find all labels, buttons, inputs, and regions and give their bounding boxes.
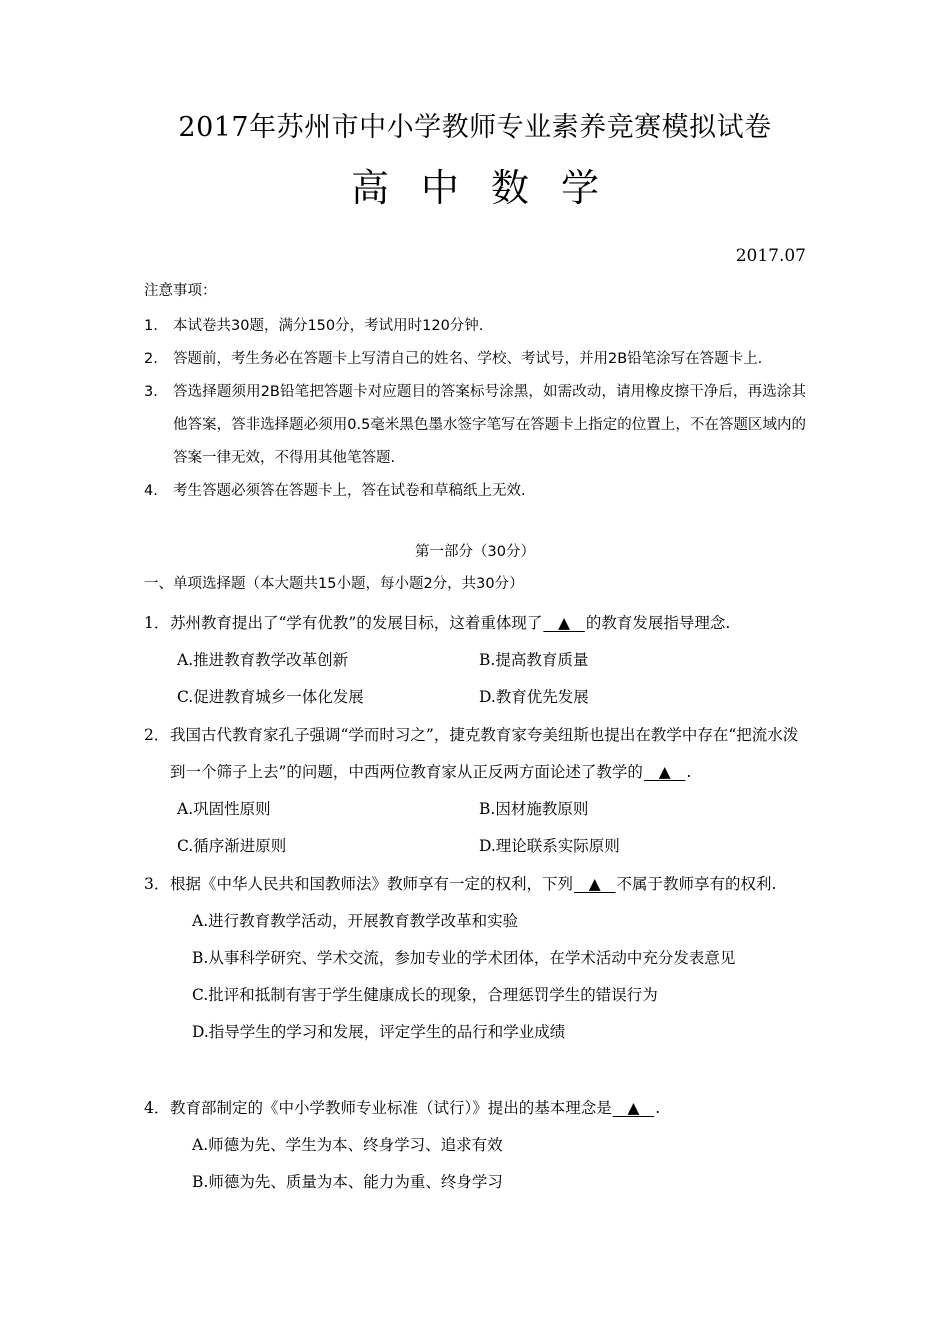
note-text: 本试卷共30题，满分150分，考试用时120分钟.: [173, 318, 484, 334]
note-text: 考生答题必须答在答题卡上，答在试卷和草稿纸上无效.: [173, 483, 526, 499]
question-stem: [144, 717, 806, 791]
options-row: [144, 791, 806, 828]
option-b: B.因材施教原则: [479, 800, 589, 818]
question-4: [144, 1090, 806, 1201]
options-row: [144, 642, 806, 679]
option-c: C.促进教育城乡一体化发展: [177, 688, 364, 706]
answer-blank: ▲: [543, 614, 585, 632]
question-number: 1．: [144, 614, 170, 632]
question-text: 根据《中华人民共和国教师法》教师享有一定的权利，下列: [170, 875, 574, 893]
option-a: A.师德为先、学生为本、终身学习、追求有效: [192, 1136, 503, 1154]
note-number: 1.: [144, 318, 158, 334]
question-number: 4．: [144, 1099, 170, 1117]
question-number: 3．: [144, 875, 170, 893]
question-2: [144, 717, 806, 865]
note-item: [144, 376, 806, 475]
answer-blank: ▲: [574, 875, 616, 893]
option-b: B.从事科学研究、学术交流，参加专业的学术团体，在学术活动中充分发表意见: [192, 949, 736, 967]
note-text: 答选择题须用2B铅笔把答题卡对应题目的答案标号涂黑，如需改动，请用橡皮擦干净后，再选涂其他答案，答非选择题必须用0.5毫米黑色墨水签字笔写在答题卡上指定的位置上，不在答题区域内的答案一律无效，不得用其他笔答题.: [173, 384, 806, 466]
question-text-tail: 的教育发展指导理念.: [585, 614, 731, 632]
note-text: 答题前，考生务必在答题卡上写清自己的姓名、学校、考试号，并用2B铅笔涂写在答题卡上.: [173, 351, 763, 367]
exam-title: 2017年苏州市中小学教师专业素养竞赛模拟试卷: [178, 112, 772, 143]
exam-date: 2017.07: [735, 246, 806, 266]
note-item: [144, 343, 806, 376]
option-c: C.批评和抵制有害于学生健康成长的现象，合理惩罚学生的错误行为: [192, 986, 658, 1004]
answer-blank: ▲: [643, 763, 686, 781]
question-text: 苏州教育提出了“学有优教”的发展目标，这着重体现了: [170, 614, 543, 632]
option-b: B.提高教育质量: [479, 651, 589, 669]
question-number: 2．: [144, 726, 170, 744]
question-stem: [144, 1090, 806, 1127]
option-a: A.推进教育教学改革创新: [177, 651, 349, 669]
section-title: 第一部分（30分）: [415, 544, 535, 560]
question-text-tail: 不属于教师享有的权利.: [616, 875, 777, 893]
answer-blank: ▲: [612, 1099, 655, 1117]
notes-heading: 注意事项：: [144, 283, 217, 299]
part-heading: 一、单项选择题（本大题共15小题，每小题2分，共30分）: [144, 576, 524, 592]
option-d: D.教育优先发展: [479, 688, 589, 706]
option-d: D.指导学生的学习和发展，评定学生的品行和学业成绩: [192, 1023, 566, 1041]
notes-section: [144, 280, 806, 508]
note-item: [144, 475, 806, 508]
option-a: A.巩固性原则: [177, 800, 271, 818]
note-number: 2.: [144, 351, 158, 367]
note-number: 4.: [144, 483, 158, 499]
option-d: D.理论联系实际原则: [479, 837, 620, 855]
question-text: 教育部制定的《中小学教师专业标准（试行）》提出的基本理念是: [170, 1099, 612, 1117]
options-row: [144, 679, 806, 716]
question-text-tail: .: [655, 1099, 661, 1117]
subject-title: 高中数学: [350, 166, 631, 210]
note-item: [144, 310, 806, 343]
question-1: [144, 605, 806, 716]
option-b: B.师德为先、质量为本、能力为重、终身学习: [192, 1173, 503, 1191]
question-stem: [144, 866, 806, 903]
question-text: 我国古代教育家孔子强调“学而时习之”，捷克教育家夸美纽斯也提出在教学中存在“把流水泼到一个筛子上去”的问题，中西两位教育家从正反两方面论述了教学的: [170, 726, 799, 781]
options-row: [144, 828, 806, 865]
question-3: [144, 866, 806, 1051]
question-stem: [144, 605, 806, 642]
note-number: 3.: [144, 384, 158, 400]
option-c: C.循序渐进原则: [177, 837, 287, 855]
option-a: A.进行教育教学活动，开展教育教学改革和实验: [192, 912, 519, 930]
question-text-tail: .: [686, 763, 692, 781]
